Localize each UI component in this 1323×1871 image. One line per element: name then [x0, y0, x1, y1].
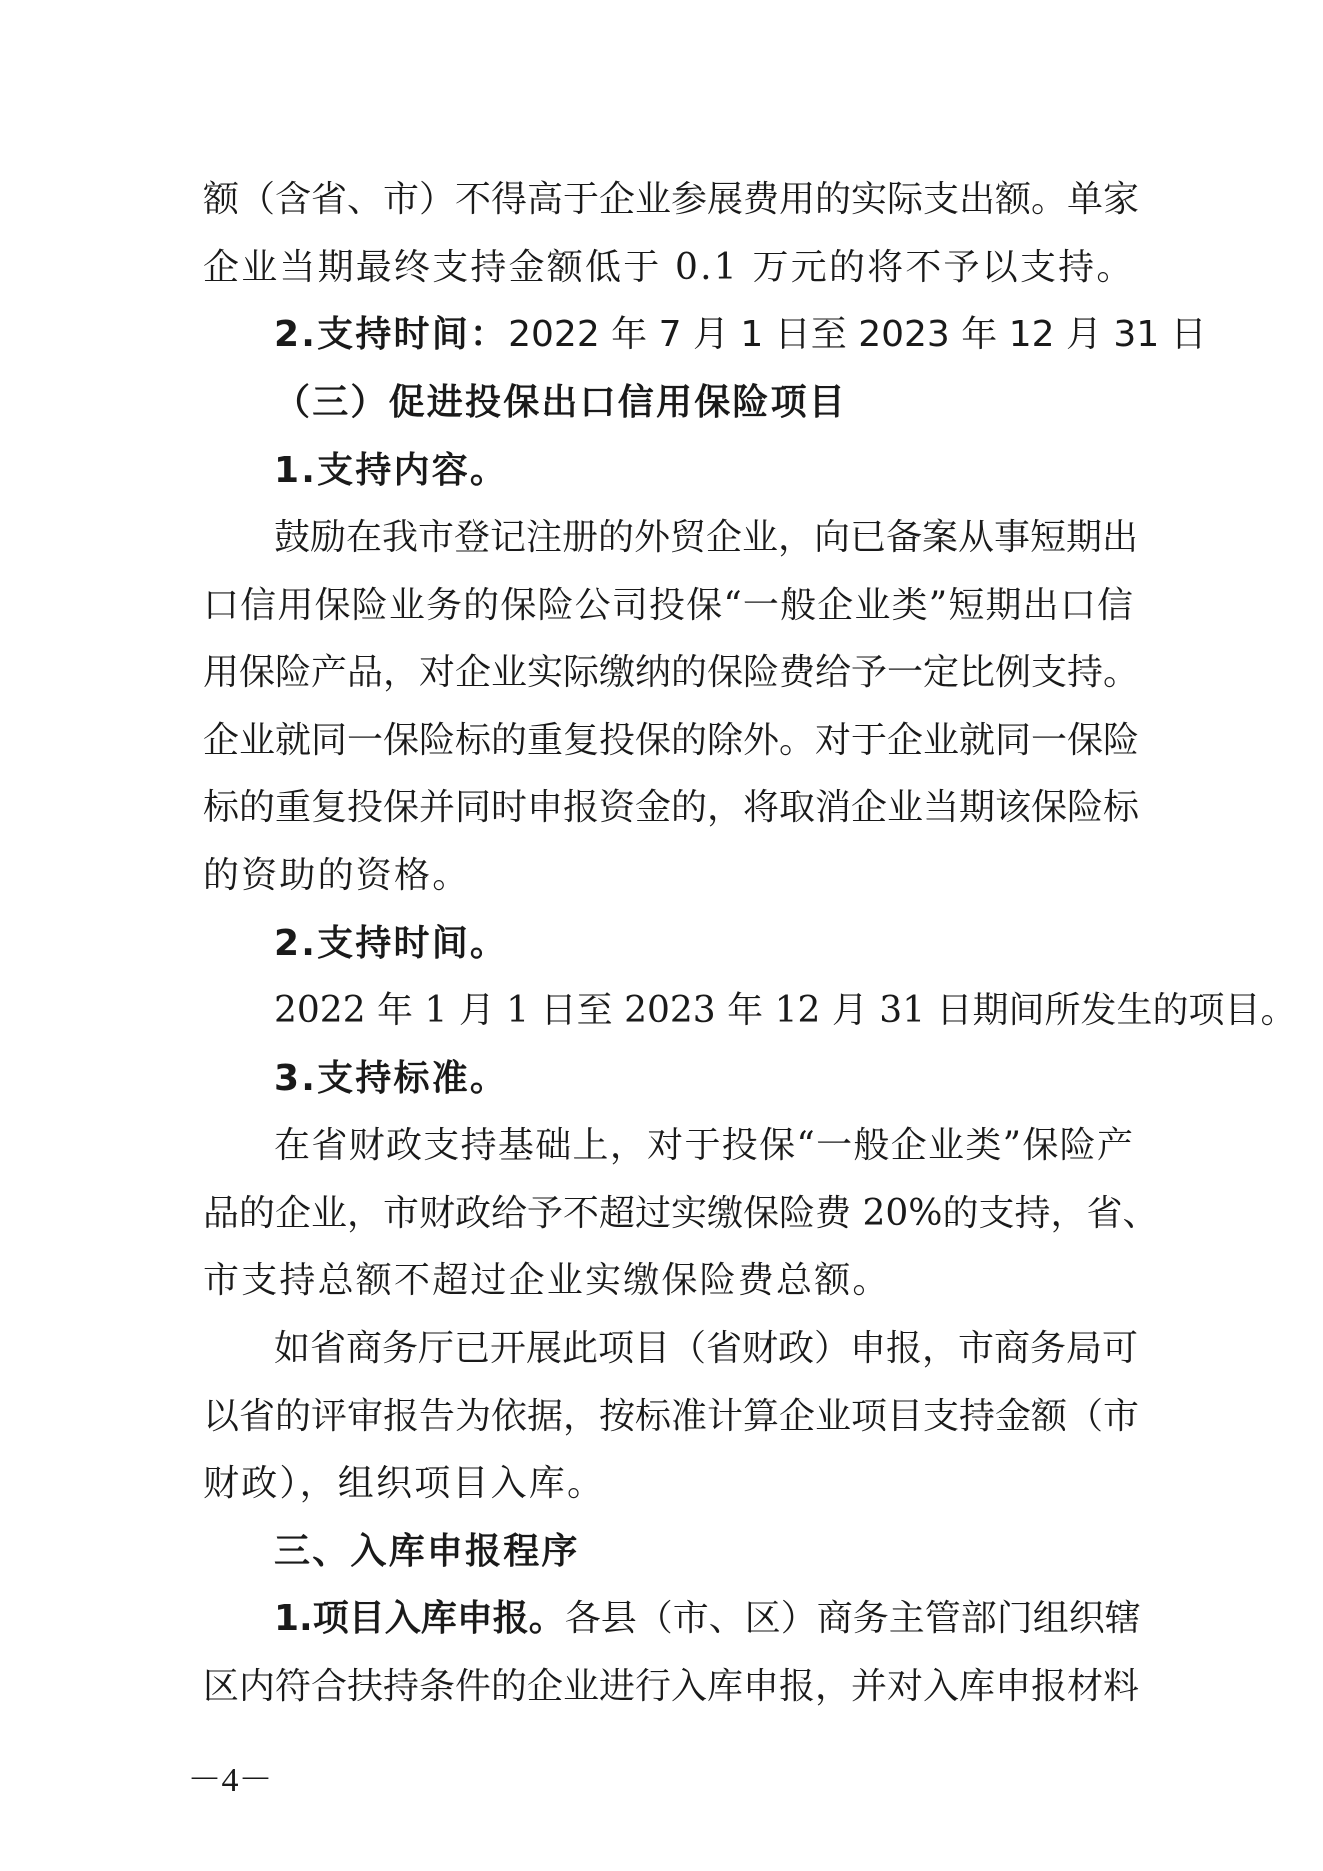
subsection-heading: 1.支持内容。 — [274, 450, 509, 491]
paragraph-line: 在省财政支持基础上，对于投保“一般企业类”保险产 — [274, 1125, 1133, 1166]
paragraph-line: 标的重复投保并同时申报资金的，将取消企业当期该保险标 — [203, 787, 1140, 828]
subsection-heading: 2.支持时间。 — [274, 923, 509, 964]
paragraph-line: 额（含省、市）不得高于企业参展费用的实际支出额。单家 — [203, 179, 1140, 220]
paragraph-line: 品的企业，市财政给予不超过实缴保险费 20%的支持，省、 — [203, 1193, 1159, 1234]
paragraph-line: 财政），组织项目入库。 — [203, 1463, 606, 1504]
section-heading: （三）促进投保出口信用保险项目 — [274, 382, 848, 423]
support-time-text: 2022 年 7 月 1 日至 2023 年 12 月 31 日 — [508, 314, 1207, 355]
support-time-label: 2.支持时间： — [274, 314, 509, 355]
paragraph-line: 市支持总额不超过企业实缴保险费总额。 — [203, 1260, 891, 1301]
paragraph-line: 用保险产品，对企业实际缴纳的保险费给予一定比例支持。 — [203, 652, 1140, 693]
paragraph-line: 企业当期最终支持金额低于 0.1 万元的将不予以支持。 — [203, 247, 1135, 288]
page-number: －4－ — [187, 1762, 273, 1799]
paragraph-text: 各县（市、区）商务主管部门组织辖 — [564, 1598, 1141, 1639]
paragraph-line: 如省商务厅已开展此项目（省财政）申报，市商务局可 — [274, 1328, 1139, 1369]
paragraph-line: 2022 年 1 月 1 日至 2023 年 12 月 31 日期间所发生的项目。 — [274, 990, 1297, 1031]
paragraph-line: 以省的评审报告为依据，按标准计算企业项目支持金额（市 — [203, 1396, 1140, 1437]
paragraph-line: 鼓励在我市登记注册的外贸企业，向已备案从事短期出 — [274, 517, 1139, 558]
paragraph-line: 的资助的资格。 — [203, 855, 471, 896]
paragraph-line: 企业就同一保险标的重复投保的除外。对于企业就同一保险 — [203, 720, 1140, 761]
paragraph-line — [274, 1591, 1141, 1647]
paragraph-line: 口信用保险业务的保险公司投保“一般企业类”短期出口信 — [203, 585, 1133, 626]
paragraph-line: 区内符合扶持条件的企业进行入库申报，并对入库申报材料 — [203, 1666, 1140, 1707]
paragraph-line — [274, 307, 1207, 363]
chapter-heading: 三、入库申报程序 — [274, 1531, 580, 1572]
inline-heading: 1.项目入库申报。 — [274, 1598, 565, 1639]
subsection-heading: 3.支持标准。 — [274, 1058, 509, 1099]
